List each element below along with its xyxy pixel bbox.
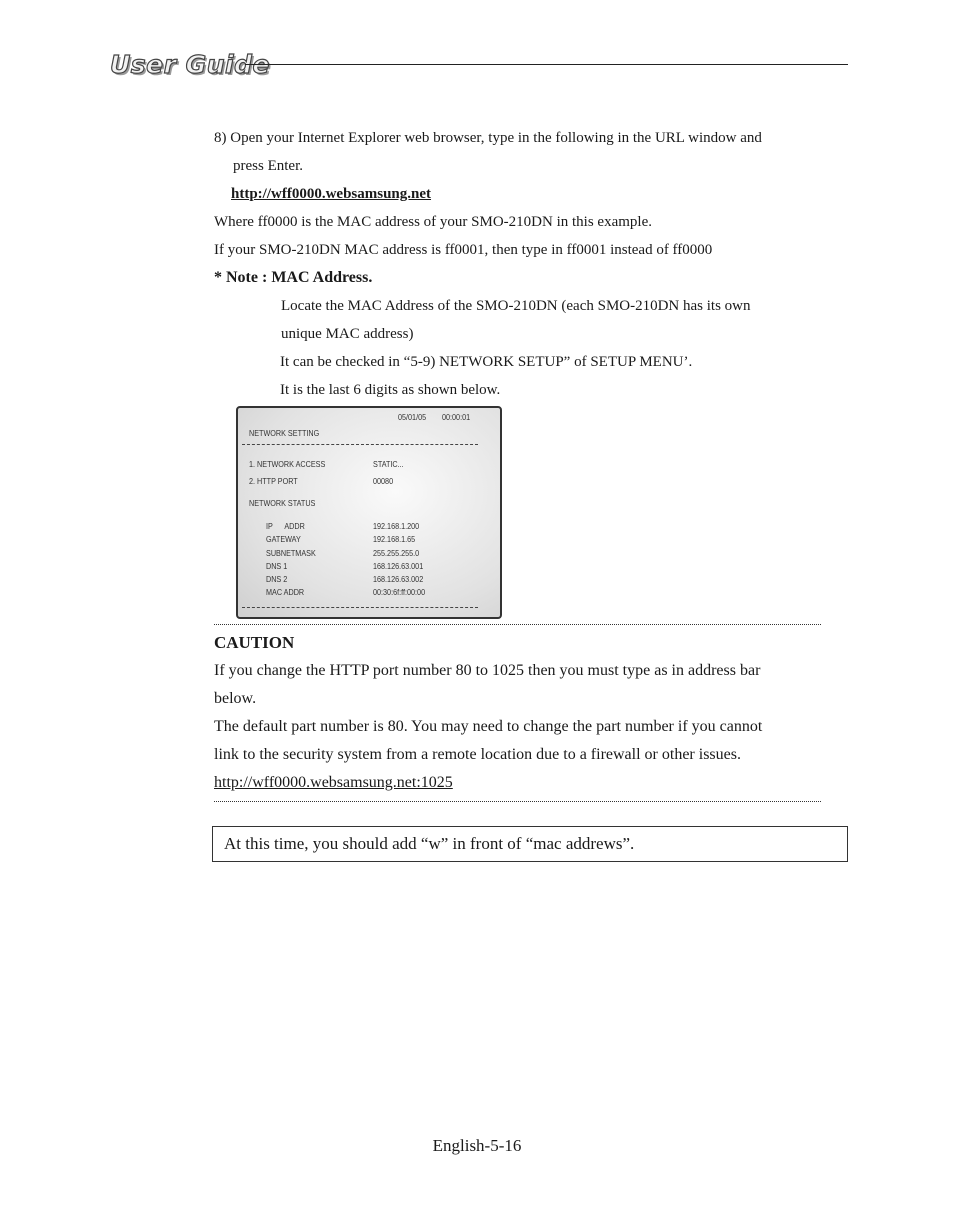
- osd-subnet-label: SUBNETMASK: [266, 548, 316, 558]
- if-text: If your SMO-210DN MAC address is ff0001, then type in ff0001 instead of ff0000: [214, 242, 713, 258]
- osd-divider-top: [242, 444, 478, 445]
- step-line-2: press Enter.: [233, 158, 303, 174]
- osd-time: 00:00:01: [442, 412, 471, 422]
- caution-line-4: link to the security system from a remote location due to a firewall or other issues.: [214, 746, 741, 763]
- caution-line-3: The default part number is 80. You may need to change the part number if you cannot: [214, 718, 763, 735]
- caution-rule-top: [214, 624, 821, 625]
- osd-ip-label: IP ADDR: [266, 521, 305, 531]
- osd-mac-label: MAC ADDR: [266, 587, 305, 597]
- osd-mac-value: 00:30:6f:ff:00:00: [373, 587, 426, 597]
- osd-dns2-label: DNS 2: [266, 574, 288, 584]
- caution-section: [214, 629, 854, 797]
- osd-status-title: NETWORK STATUS: [249, 498, 316, 508]
- osd-title: NETWORK SETTING: [249, 428, 320, 438]
- caution-line-1: If you change the HTTP port number 80 to 1025 then you must type as in address bar: [214, 662, 761, 679]
- user-guide-logo: User Guide: [110, 50, 270, 79]
- osd-ip-value: 192.168.1.200: [373, 521, 420, 531]
- osd-http-port-value: 00080: [373, 476, 394, 486]
- osd-dns1-label: DNS 1: [266, 561, 288, 571]
- step-line-1: 8) Open your Internet Explorer web browser, type in the following in the URL window and: [214, 130, 762, 146]
- boxed-note: At this time, you should add “w” in front of “mac addrews”.: [212, 826, 848, 862]
- caution-rule-bottom: [214, 801, 821, 802]
- osd-gateway-label: GATEWAY: [266, 534, 301, 544]
- network-setting-screen: [236, 406, 502, 619]
- page-number: English-5-16: [432, 1136, 522, 1155]
- caution-line-2: below.: [214, 690, 257, 707]
- osd-http-port-label: 2. HTTP PORT: [249, 476, 298, 486]
- osd-dns1-value: 168.126.63.001: [373, 561, 424, 571]
- osd-divider-bottom: [242, 607, 478, 608]
- note-line-3: It can be checked in “5-9) NETWORK SETUP” of SETUP MENU’.: [280, 354, 693, 370]
- step-section: [214, 124, 854, 404]
- osd-dns2-value: 168.126.63.002: [373, 574, 424, 584]
- header-rule: [245, 64, 848, 65]
- note-line-1: Locate the MAC Address of the SMO-210DN (each SMO-210DN has its own: [281, 298, 751, 314]
- osd-gateway-value: 192.168.1.65: [373, 534, 416, 544]
- osd-date: 05/01/05: [398, 412, 427, 422]
- osd-network-access-value: STATIC...: [373, 459, 404, 469]
- caution-url-link[interactable]: http://wff0000.websamsung.net:1025: [214, 774, 453, 791]
- note-line-4: It is the last 6 digits as shown below.: [280, 382, 501, 398]
- caution-title: CAUTION: [214, 633, 295, 652]
- note-line-2: unique MAC address): [281, 326, 414, 342]
- url-link[interactable]: http://wff0000.websamsung.net: [231, 186, 432, 202]
- osd-network-access-label: 1. NETWORK ACCESS: [249, 459, 326, 469]
- osd-subnet-value: 255.255.255.0: [373, 548, 420, 558]
- where-text: Where ff0000 is the MAC address of your SMO-210DN in this example.: [214, 214, 652, 230]
- note-title: * Note : MAC Address.: [214, 269, 373, 286]
